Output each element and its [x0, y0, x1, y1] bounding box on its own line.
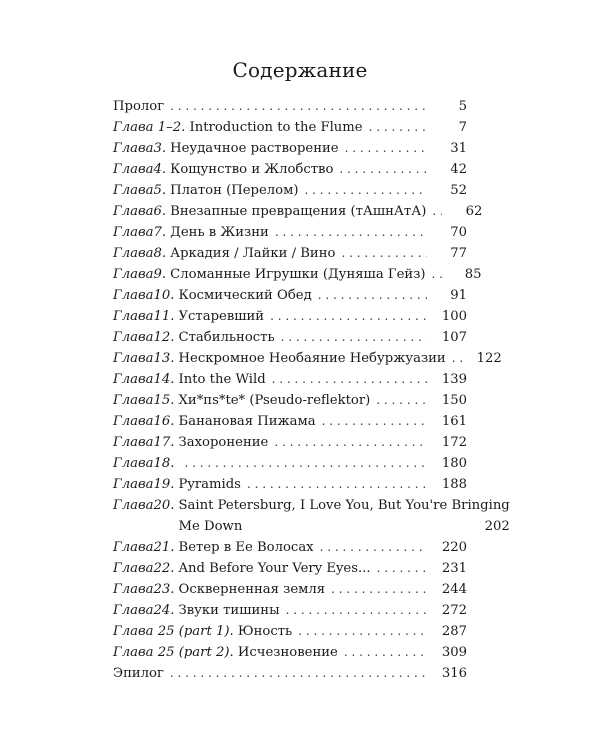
entry-label: Пролог: [113, 99, 165, 114]
toc-entry-chapter-20: [113, 495, 510, 537]
dot-leader: [432, 201, 442, 222]
chapter-number: Глава 21.: [113, 540, 175, 555]
dot-leader: [185, 453, 427, 474]
chapter-number: Глава 11.: [113, 309, 175, 324]
chapter-number: Глава 7.: [113, 225, 167, 240]
toc-entry-chapter-23: [113, 579, 467, 600]
chapter-number: Глава 4.: [113, 162, 167, 177]
toc-entry-chapter-16: [113, 411, 467, 432]
dot-leader: [320, 537, 427, 558]
chapter-title: Стабильность: [178, 330, 275, 345]
dot-leader: [345, 138, 427, 159]
page-number: 316: [441, 666, 467, 681]
dot-leader: [344, 642, 427, 663]
chapter-title: Платон (Перелом): [170, 183, 299, 198]
page-number: 107: [441, 330, 467, 345]
page-number: 309: [441, 645, 467, 660]
page-number: 220: [441, 540, 467, 555]
chapter-title: Аркадия / Лайки / Вино: [170, 246, 336, 261]
toc-entry-prologue: [113, 96, 467, 117]
toc-entry-chapter-6: [113, 201, 483, 222]
dot-leader: [369, 117, 427, 138]
dot-leader: [281, 327, 427, 348]
chapter-number: Глава 19.: [113, 477, 175, 492]
chapter-title: Into the Wild: [178, 372, 266, 387]
chapter-number: Глава 17.: [113, 435, 175, 450]
page-number: 202: [484, 519, 510, 534]
chapter-number: Глава 16.: [113, 414, 175, 429]
page-number: 272: [441, 603, 467, 618]
chapter-title: Исчезновение: [237, 645, 338, 660]
dot-leader: [377, 558, 427, 579]
dot-leader: [286, 600, 427, 621]
toc-entry-chapter-10: [113, 285, 467, 306]
chapter-title: Оскверненная земля: [178, 582, 326, 597]
dot-leader: [274, 432, 427, 453]
chapter-number: Глава 18.: [113, 456, 175, 471]
dot-leader: [275, 222, 427, 243]
page-number: 172: [441, 435, 467, 450]
chapter-title: Космический Обед: [178, 288, 312, 303]
page-number: 100: [441, 309, 467, 324]
page-number: 5: [458, 99, 467, 114]
toc-entry-chapter-24: [113, 600, 467, 621]
page-number: 231: [441, 561, 467, 576]
page-number: 180: [441, 456, 467, 471]
chapter-title: Неудачное растворение: [170, 141, 339, 156]
toc-entry-chapter-4: [113, 159, 467, 180]
page-number: 287: [441, 624, 467, 639]
toc-entry-chapter-25-part-1: [113, 621, 467, 642]
chapter-title-wrap: [179, 495, 510, 537]
toc-entry-chapter-12: [113, 327, 467, 348]
toc-entry-chapter-21: [113, 537, 467, 558]
page-number: 122: [476, 351, 502, 366]
toc-entry-chapter-17: [113, 432, 467, 453]
chapter-title-continued: Me Down: [178, 519, 243, 534]
toc-entry-chapter-19: [113, 474, 467, 495]
dot-leader: [318, 285, 427, 306]
dot-leader: [170, 663, 427, 684]
chapter-title: Банановая Пижама: [178, 414, 316, 429]
toc-entry-chapter-3: [113, 138, 467, 159]
chapter-number: Глава 23.: [113, 582, 175, 597]
page-number: 188: [441, 477, 467, 492]
chapter-title-line: [179, 516, 510, 537]
chapter-title: Захоронение: [178, 435, 269, 450]
chapter-number: Глава 1–2.: [113, 120, 186, 135]
chapter-title: Сломанные Игрушки (Дуняша Гейз): [170, 267, 426, 282]
toc-entry-chapter-5: [113, 180, 467, 201]
dot-leader: [270, 306, 427, 327]
chapter-title: Ветер в Ее Волосах: [178, 540, 314, 555]
toc-entry-chapter-18: [113, 453, 467, 474]
page-number: 7: [458, 120, 467, 135]
chapter-title: Pyramids: [178, 477, 241, 492]
page-number: 52: [450, 183, 467, 198]
page-number: 31: [450, 141, 467, 156]
chapter-title: Нескромное Необаяние Небуржуазии: [178, 351, 446, 366]
page-number: 139: [441, 372, 467, 387]
chapter-number: Глава 22.: [113, 561, 175, 576]
toc-entry-chapter-15: [113, 390, 467, 411]
page-number: 91: [450, 288, 467, 303]
chapter-number: Глава 3.: [113, 141, 167, 156]
dot-leader: [272, 369, 427, 390]
page-number: 244: [441, 582, 467, 597]
chapter-title: Introduction to the Flume: [189, 120, 363, 135]
chapter-number: Глава 10.: [113, 288, 175, 303]
chapter-number: Глава 15.: [113, 393, 175, 408]
toc-entry-chapter-1-2: [113, 117, 467, 138]
page-number: 150: [441, 393, 467, 408]
chapter-title: Юность: [237, 624, 293, 639]
chapter-title: Хи*пs*te* (Pseudo-reflektor): [178, 393, 371, 408]
chapter-number: Глава 24.: [113, 603, 175, 618]
chapter-title: Звуки тишины: [178, 603, 280, 618]
chapter-number: Глава 8.: [113, 246, 167, 261]
chapter-title: And Before Your Very Eyes...: [178, 561, 371, 576]
toc-entry-chapter-14: [113, 369, 467, 390]
toc-entry-chapter-25-part-2: [113, 642, 467, 663]
chapter-title: Saint Petersburg, I Love You, But You're Bringing: [178, 498, 510, 513]
chapter-number: Глава 25 (part 1).: [113, 624, 234, 639]
dot-leader: [298, 621, 427, 642]
toc-entry-chapter-9: [113, 264, 482, 285]
chapter-title: Внезапные превращения (тАшнАтА): [170, 204, 427, 219]
chapter-number: Глава 20.: [113, 498, 175, 513]
dot-leader: [322, 411, 427, 432]
chapter-number: Глава 25 (part 2).: [113, 645, 234, 660]
chapter-number: Глава 9.: [113, 267, 167, 282]
chapter-title: Кощунство и Жлобство: [170, 162, 334, 177]
dot-leader: [331, 579, 427, 600]
dot-leader: [305, 180, 428, 201]
toc-entry-chapter-22: [113, 558, 467, 579]
chapter-number: Глава 14.: [113, 372, 175, 387]
toc-entry-chapter-8: [113, 243, 467, 264]
page-number: 42: [450, 162, 467, 177]
page-number: 62: [465, 204, 483, 219]
chapter-title-line: [179, 495, 510, 516]
chapter-title: Устаревший: [178, 309, 265, 324]
toc-entry-epilogue: [113, 663, 467, 684]
page-number: 77: [450, 246, 467, 261]
page-number: 85: [464, 267, 482, 282]
page-number: 70: [450, 225, 467, 240]
chapter-title: День в Жизни: [170, 225, 269, 240]
page-number: 161: [441, 414, 467, 429]
toc-entry-chapter-11: [113, 306, 467, 327]
toc-entry-chapter-13: [113, 348, 502, 369]
table-of-contents: [113, 96, 510, 684]
toc-entry-chapter-7: [113, 222, 467, 243]
dot-leader: [170, 96, 427, 117]
chapter-number: Глава 13.: [113, 351, 175, 366]
chapter-number: Глава 12.: [113, 330, 175, 345]
dot-leader: [247, 474, 427, 495]
dot-leader: [339, 159, 427, 180]
chapter-number: Глава 6.: [113, 204, 167, 219]
dot-leader: [376, 390, 427, 411]
dot-leader: [432, 264, 442, 285]
chapter-number: Глава 5.: [113, 183, 167, 198]
page-title: Содержание: [232, 58, 368, 82]
entry-label: Эпилог: [113, 666, 164, 681]
dot-leader: [452, 348, 462, 369]
dot-leader: [341, 243, 427, 264]
